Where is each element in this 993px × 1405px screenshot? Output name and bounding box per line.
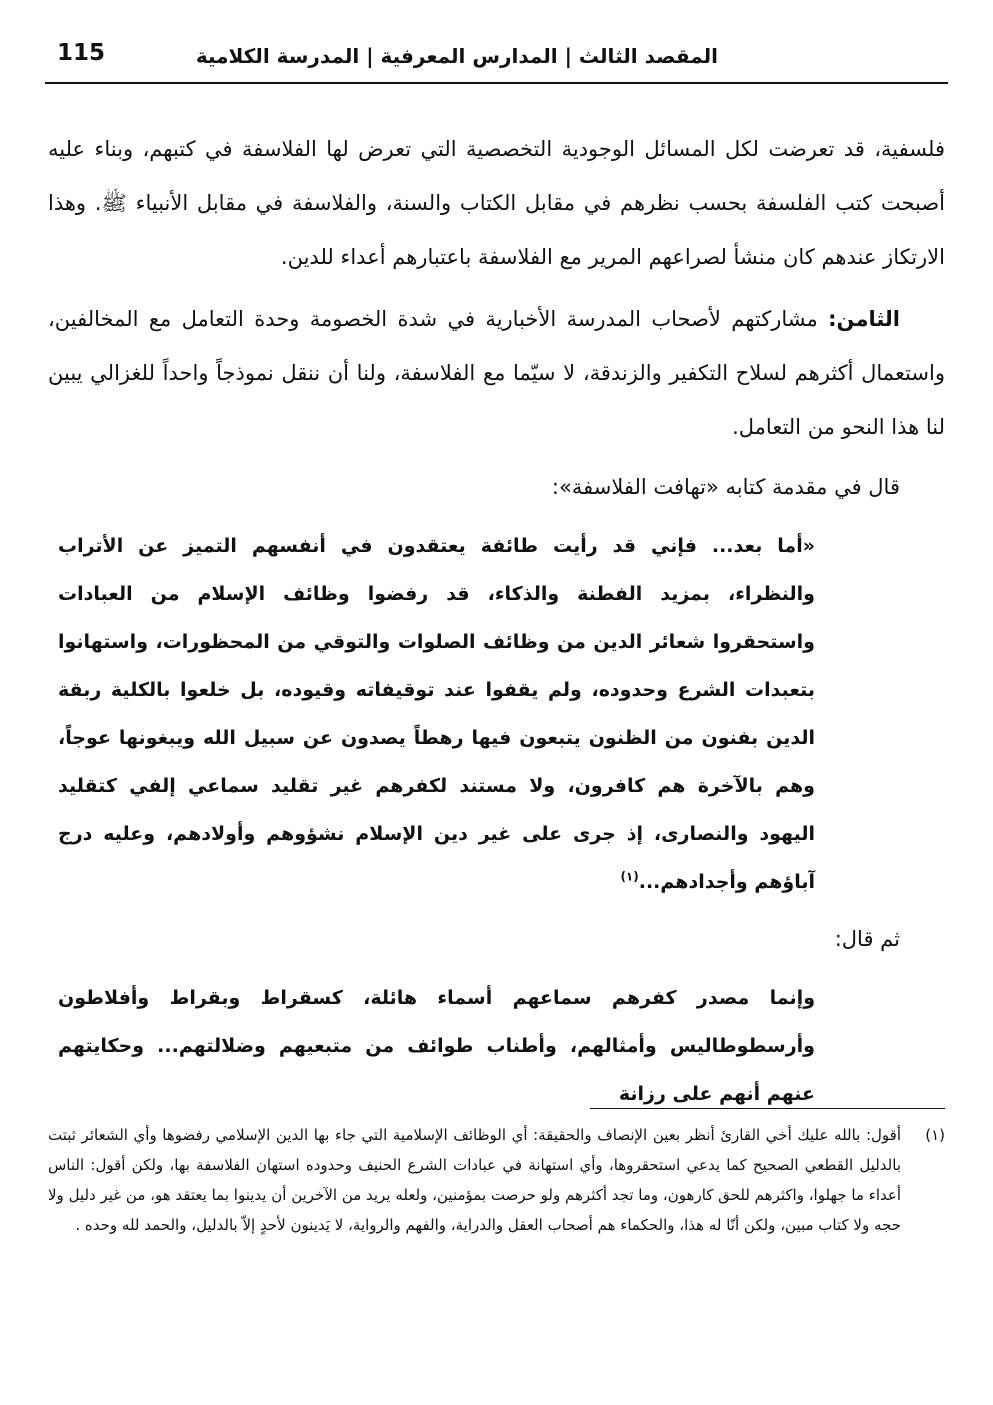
page-header	[45, 36, 948, 84]
footnote-divider	[590, 1108, 945, 1109]
eighth-point-label: الثامن:	[828, 307, 900, 331]
footnote	[48, 1120, 945, 1240]
block-quote-1	[48, 522, 945, 906]
eighth-point-text: مشاركتهم لأصحاب المدرسة الأخبارية في شدة الخصومة وحدة التعامل مع المخالفين، واستعمال أكثرهم لسلاح التكفير والزندقة، لا سيّما مع الفلاسفة، ولنا أن ننقل نموذجاً واحداً للغزالي يبين لنا هذا النحو من التعامل.	[48, 307, 945, 439]
quote-intro: قال في مقدمة كتابه «تهافت الفلاسفة»:	[551, 475, 900, 499]
then-said: ثم قال:	[834, 927, 900, 951]
page-number: 115	[57, 40, 106, 66]
footnote-marker: (١)	[925, 1126, 945, 1144]
footnote-text: أقول: بالله عليك أخي القارئ أنظر بعين الإنصاف والحقيقة: أي الوظائف الإسلامية التي جاء بها الدين الإسلامي رفضوها وأي الشعائر ثبتت بالدليل القطعي الصحيح كما يدعي استحقروها، وأي استهانة في عبادات الشرع الحنيف وحدوده استهان الفلاسفة بها، ولكن أقول: الناس أعداء ما جهلوا، واكثرهم للحق كارهون، وما تجد أكثرهم ولو حرصت بمؤمنين، ولعله يريد من الآخرين أن يدينوا بما يعتقد هو، من غير دليل ولا حجه ولا كتاب مبين، ولكن أنّا له هذا، والحكماء هم أصحاب العقل والدراية، والفهم والرواية، لا يَدينون لأحدٍ إلاّ بالدليل، والحمد لله وحده .	[48, 1126, 901, 1234]
paragraph-eighth	[48, 292, 945, 454]
running-title: المقصد الثالث | المدارس المعرفية | المدرسة الكلامية	[195, 44, 718, 68]
block-quote-1-text: «أما بعد... فإني قد رأيت طائفة يعتقدون في أنفسهم التميز عن الأتراب والنظراء، بمزيد الفطنة والذكاء، قد رفضوا وظائف الإسلام من العبادات واستحقروا شعائر الدين من وظائف الصلوات والتوقي من المحظورات، واستهانوا بتعبدات الشرع وحدوده، ولم يقفوا عند توقيفاته وقيوده، بل خلعوا بالكلية ربقة الدين بفنون من الظنون يتبعون فيها رهطاً يصدون عن سبيل الله ويبغونها عوجاً، وهم بالآخرة هم كافرون، ولا مستند لكفرهم غير تقليد سماعي إلفي كتقليد اليهود والنصارى، إذ جرى على غير دين الإسلام نشؤوهم وأولادهم، وعليه درج آباؤهم وأجدادهم...	[58, 535, 815, 893]
paragraph-1: فلسفية، قد تعرضت لكل المسائل الوجودية التخصصية التي تعرض لها الفلاسفة في كتبهم، وبناء عليه أصبحت كتب الفلسفة بحسب نظرهم في مقابل الكتاب والسنة، والفلاسفة في مقابل الأنبياء ﷺ. وهذا الارتكاز عندهم كان منشأ لصراعهم المرير مع الفلاسفة باعتبارهم أعداء للدين.	[48, 137, 945, 269]
block-quote-2: وإنما مصدر كفرهم سماعهم أسماء هائلة، كسقراط وبقراط وأفلاطون وأرسطوطاليس وأمثالهم، وأطناب طوائف من متبعيهم وضلالتهم... وحكايتهم عنهم أنهم على رزانة	[58, 987, 815, 1105]
footnote-reference[interactable]: (١)	[620, 869, 639, 884]
main-text	[48, 122, 945, 1118]
